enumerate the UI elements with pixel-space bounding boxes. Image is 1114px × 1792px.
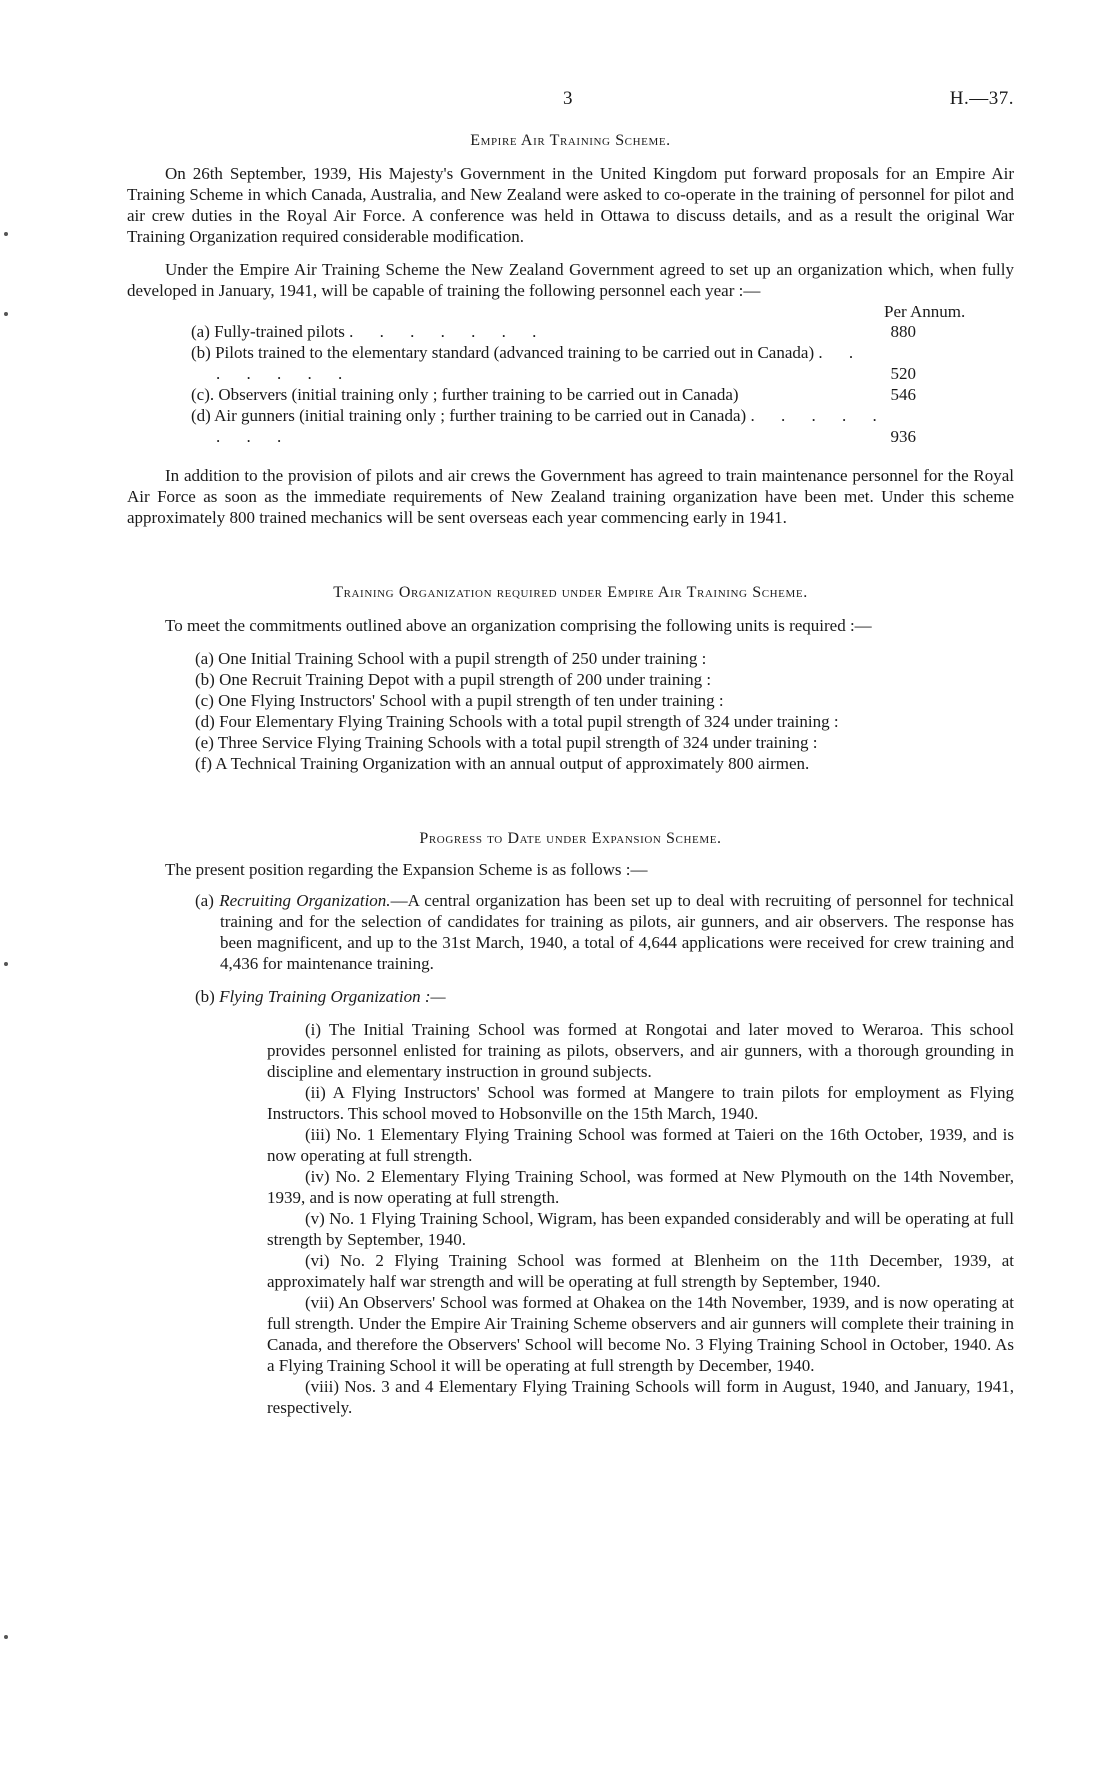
personnel-value: 520 <box>890 364 916 383</box>
paragraph: Under the Empire Air Training Scheme the New Zealand Government agreed to set up an organization which, when fully developed in January, 1941, will be capable of training the following personnel each year :— <box>127 260 1014 300</box>
flying-subitems <box>267 1019 1014 1418</box>
per-annum-header: Per Annum. <box>884 302 966 321</box>
list-item: (iv) No. 2 Elementary Flying Training School, was formed at New Plymouth on the 14th November, 1939, and is now operating at full strength. <box>267 1167 1014 1207</box>
margin-mark <box>4 232 8 236</box>
list-item: (a) One Initial Training School with a pupil strength of 250 under training : <box>195 649 707 668</box>
item-label: (a) <box>195 891 214 910</box>
item-heading: Recruiting Organization. <box>219 891 391 910</box>
document-reference: H.—37. <box>949 88 1014 109</box>
item-heading: Flying Training Organization :— <box>219 987 446 1006</box>
margin-mark <box>4 962 8 966</box>
list-item: (e) Three Service Flying Training Schools with a total pupil strength of 324 under training : <box>195 733 818 752</box>
document-page <box>127 88 1014 1418</box>
personnel-value: 880 <box>890 322 916 341</box>
personnel-row <box>191 384 921 405</box>
personnel-table <box>191 301 1014 461</box>
personnel-row <box>191 405 921 447</box>
progress-item-flying <box>195 986 1014 1007</box>
list-item: (d) Four Elementary Flying Training Schools with a total pupil strength of 324 under training : <box>195 712 839 731</box>
item-label: (b) <box>195 987 215 1006</box>
list-item: (f) A Technical Training Organization with an annual output of approximately 800 airmen. <box>195 754 810 773</box>
margin-mark <box>4 1635 8 1639</box>
section-title-progress: Progress to Date under Expansion Scheme. <box>419 830 722 847</box>
list-item: (i) The Initial Training School was formed at Rongotai and later moved to Weraroa. This school provides personnel enlisted for training as pilots, observers, and air gunners, with a thorough grounding in discipline and elementary instruction in ground subjects. <box>267 1020 1014 1081</box>
list-item: (vi) No. 2 Flying Training School was formed at Blenheim on the 11th December, 1939, at approximately half war strength and will be operating at full strength by September, 1940. <box>267 1251 1014 1291</box>
page-number: 3 <box>563 88 573 109</box>
personnel-value: 546 <box>890 385 916 404</box>
personnel-label: (b) Pilots trained to the elementary standard (advanced training to be carried out in Canada) . . . . . . . <box>191 343 865 383</box>
page-header <box>127 88 1014 114</box>
personnel-label: (d) Air gunners (initial training only ; further training to be carried out in Canada) . . . . . . . . <box>191 406 888 446</box>
list-item: (b) One Recruit Training Depot with a pupil strength of 200 under training : <box>195 670 712 689</box>
units-list <box>195 648 1014 774</box>
paragraph: In addition to the provision of pilots and air crews the Government has agreed to train maintenance personnel for the Royal Air Force as soon as the immediate requirements of New Zealand training organization have been met. Under this scheme approximately 800 trained mechanics will be sent overseas each year commencing early in 1941. <box>127 466 1014 527</box>
section-title-empire-air-training: Empire Air Training Scheme. <box>470 132 671 149</box>
list-item: (c) One Flying Instructors' School with a pupil strength of ten under training : <box>195 691 724 710</box>
list-item: (v) No. 1 Flying Training School, Wigram, has been expanded considerably and will be operating at full strength by September, 1940. <box>267 1209 1014 1249</box>
section-title-training-organization: Training Organization required under Empire Air Training Scheme. <box>333 584 808 601</box>
list-item: (ii) A Flying Instructors' School was formed at Mangere to train pilots for employment as Flying Instructors. This school moved to Hobsonville on the 15th March, 1940. <box>267 1083 1014 1123</box>
progress-item-recruiting <box>195 890 1014 974</box>
list-item: (vii) An Observers' School was formed at Ohakea on the 14th November, 1939, and is now operating at full strength. Under the Empire Air Training Scheme observers and air gunners will complete their training in Canada, and therefore the Observers' School will become No. 3 Flying Training School in October, 1940. As a Flying Training School it will be operating at full strength by December, 1940. <box>267 1293 1014 1375</box>
personnel-label: (a) Fully-trained pilots . . . . . . . <box>191 322 548 341</box>
item-text: —A central organization has been set up to deal with recruiting of personnel for technical training and for the selection of candidates for training as pilots, air gunners, and air observers. The response has been magnificent, and up to the 31st March, 1940, a total of 4,644 applications were received for crew training and 4,436 for maintenance training. <box>220 891 1015 973</box>
personnel-row <box>191 342 921 384</box>
personnel-row <box>191 321 921 342</box>
margin-mark <box>4 312 8 316</box>
paragraph: The present position regarding the Expansion Scheme is as follows :— <box>165 860 648 879</box>
paragraph: On 26th September, 1939, His Majesty's Government in the United Kingdom put forward proposals for an Empire Air Training Scheme in which Canada, Australia, and New Zealand were asked to co-operate in the training of personnel for pilot and air crew duties in the Royal Air Force. A conference was held in Ottawa to discuss details, and as a result the original War Training Organization required considerable modification. <box>127 164 1014 246</box>
list-item: (iii) No. 1 Elementary Flying Training School was formed at Taieri on the 16th October, 1939, and is now operating at full strength. <box>267 1125 1014 1165</box>
personnel-value: 936 <box>890 427 916 446</box>
list-item: (viii) Nos. 3 and 4 Elementary Flying Training Schools will form in August, 1940, and January, 1941, respectively. <box>267 1377 1014 1417</box>
personnel-label: (c). Observers (initial training only ; further training to be carried out in Canada) <box>191 385 739 404</box>
paragraph: To meet the commitments outlined above an organization comprising the following units is required :— <box>165 616 872 635</box>
